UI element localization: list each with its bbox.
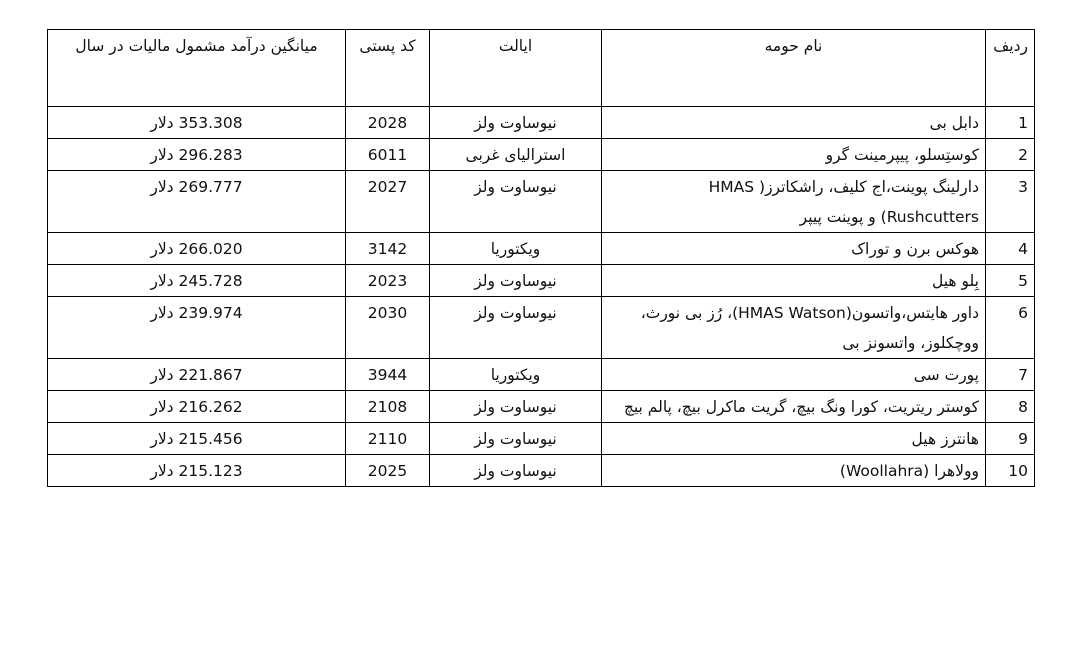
cell-postcode: 2028 — [346, 107, 430, 139]
cell-suburb: هانترز هیل — [602, 423, 986, 455]
cell-state: نیوساوت ولز — [430, 297, 602, 359]
table-row — [48, 359, 1035, 391]
cell-postcode: 2023 — [346, 265, 430, 297]
table-row — [48, 107, 1035, 139]
cell-income: 216.262 دلار — [48, 391, 346, 423]
cell-suburb: هوکس برن و توراک — [602, 233, 986, 265]
cell-income: 296.283 دلار — [48, 139, 346, 171]
table-row — [48, 233, 1035, 265]
cell-income: 269.777 دلار — [48, 171, 346, 233]
cell-postcode: 2030 — [346, 297, 430, 359]
cell-state: استرالیای غربی — [430, 139, 602, 171]
cell-postcode: 2110 — [346, 423, 430, 455]
cell-income: 215.123 دلار — [48, 455, 346, 487]
cell-state: نیوساوت ولز — [430, 171, 602, 233]
table-row — [48, 423, 1035, 455]
table-row — [48, 265, 1035, 297]
cell-suburb: دابل بی — [602, 107, 986, 139]
table-row — [48, 139, 1035, 171]
table-row — [48, 391, 1035, 423]
cell-rank: 10 — [986, 455, 1035, 487]
table-row — [48, 455, 1035, 487]
cell-rank: 7 — [986, 359, 1035, 391]
cell-rank: 6 — [986, 297, 1035, 359]
cell-state: نیوساوت ولز — [430, 423, 602, 455]
cell-rank: 8 — [986, 391, 1035, 423]
cell-postcode: 2108 — [346, 391, 430, 423]
cell-suburb: دارلینگ پوینت،اج کلیف، راشکاترز( HMAS Rushcutters) و پوینت پیپر — [602, 171, 986, 233]
cell-postcode: 3944 — [346, 359, 430, 391]
cell-state: ویکتوریا — [430, 359, 602, 391]
cell-postcode: 6011 — [346, 139, 430, 171]
cell-state: نیوساوت ولز — [430, 391, 602, 423]
cell-suburb: پورت سی — [602, 359, 986, 391]
cell-rank: 2 — [986, 139, 1035, 171]
header-postcode: کد پستی — [346, 30, 430, 107]
cell-suburb: وولاهرا (Woollahra) — [602, 455, 986, 487]
table-header-row — [48, 30, 1035, 107]
cell-income: 353.308 دلار — [48, 107, 346, 139]
cell-rank: 3 — [986, 171, 1035, 233]
cell-rank: 9 — [986, 423, 1035, 455]
cell-suburb: داور هایتس،واتسون(HMAS Watson)، رُز بی نورث، ووچکلوز، واتسونز بی — [602, 297, 986, 359]
cell-rank: 4 — [986, 233, 1035, 265]
cell-income: 266.020 دلار — [48, 233, 346, 265]
cell-state: نیوساوت ولز — [430, 107, 602, 139]
header-suburb: نام حومه — [602, 30, 986, 107]
cell-postcode: 2027 — [346, 171, 430, 233]
table-row — [48, 297, 1035, 359]
cell-income: 221.867 دلار — [48, 359, 346, 391]
cell-income: 239.974 دلار — [48, 297, 346, 359]
cell-state: نیوساوت ولز — [430, 265, 602, 297]
cell-suburb: بِلو هیل — [602, 265, 986, 297]
header-state: ایالت — [430, 30, 602, 107]
table-row — [48, 171, 1035, 233]
cell-rank: 5 — [986, 265, 1035, 297]
cell-income: 245.728 دلار — [48, 265, 346, 297]
header-income: میانگین درآمد مشمول مالیات در سال — [48, 30, 346, 107]
income-table — [47, 29, 1035, 487]
cell-state: نیوساوت ولز — [430, 455, 602, 487]
header-rank: ردیف — [986, 30, 1035, 107]
cell-postcode: 2025 — [346, 455, 430, 487]
cell-state: ویکتوریا — [430, 233, 602, 265]
cell-postcode: 3142 — [346, 233, 430, 265]
cell-suburb: کوستِسلو، پیپرمینت گرو — [602, 139, 986, 171]
cell-suburb: کوستر ریتریت، کورا ونگ بیچ، گریت ماکرل بیچ، پالم بیچ — [602, 391, 986, 423]
cell-rank: 1 — [986, 107, 1035, 139]
cell-income: 215.456 دلار — [48, 423, 346, 455]
